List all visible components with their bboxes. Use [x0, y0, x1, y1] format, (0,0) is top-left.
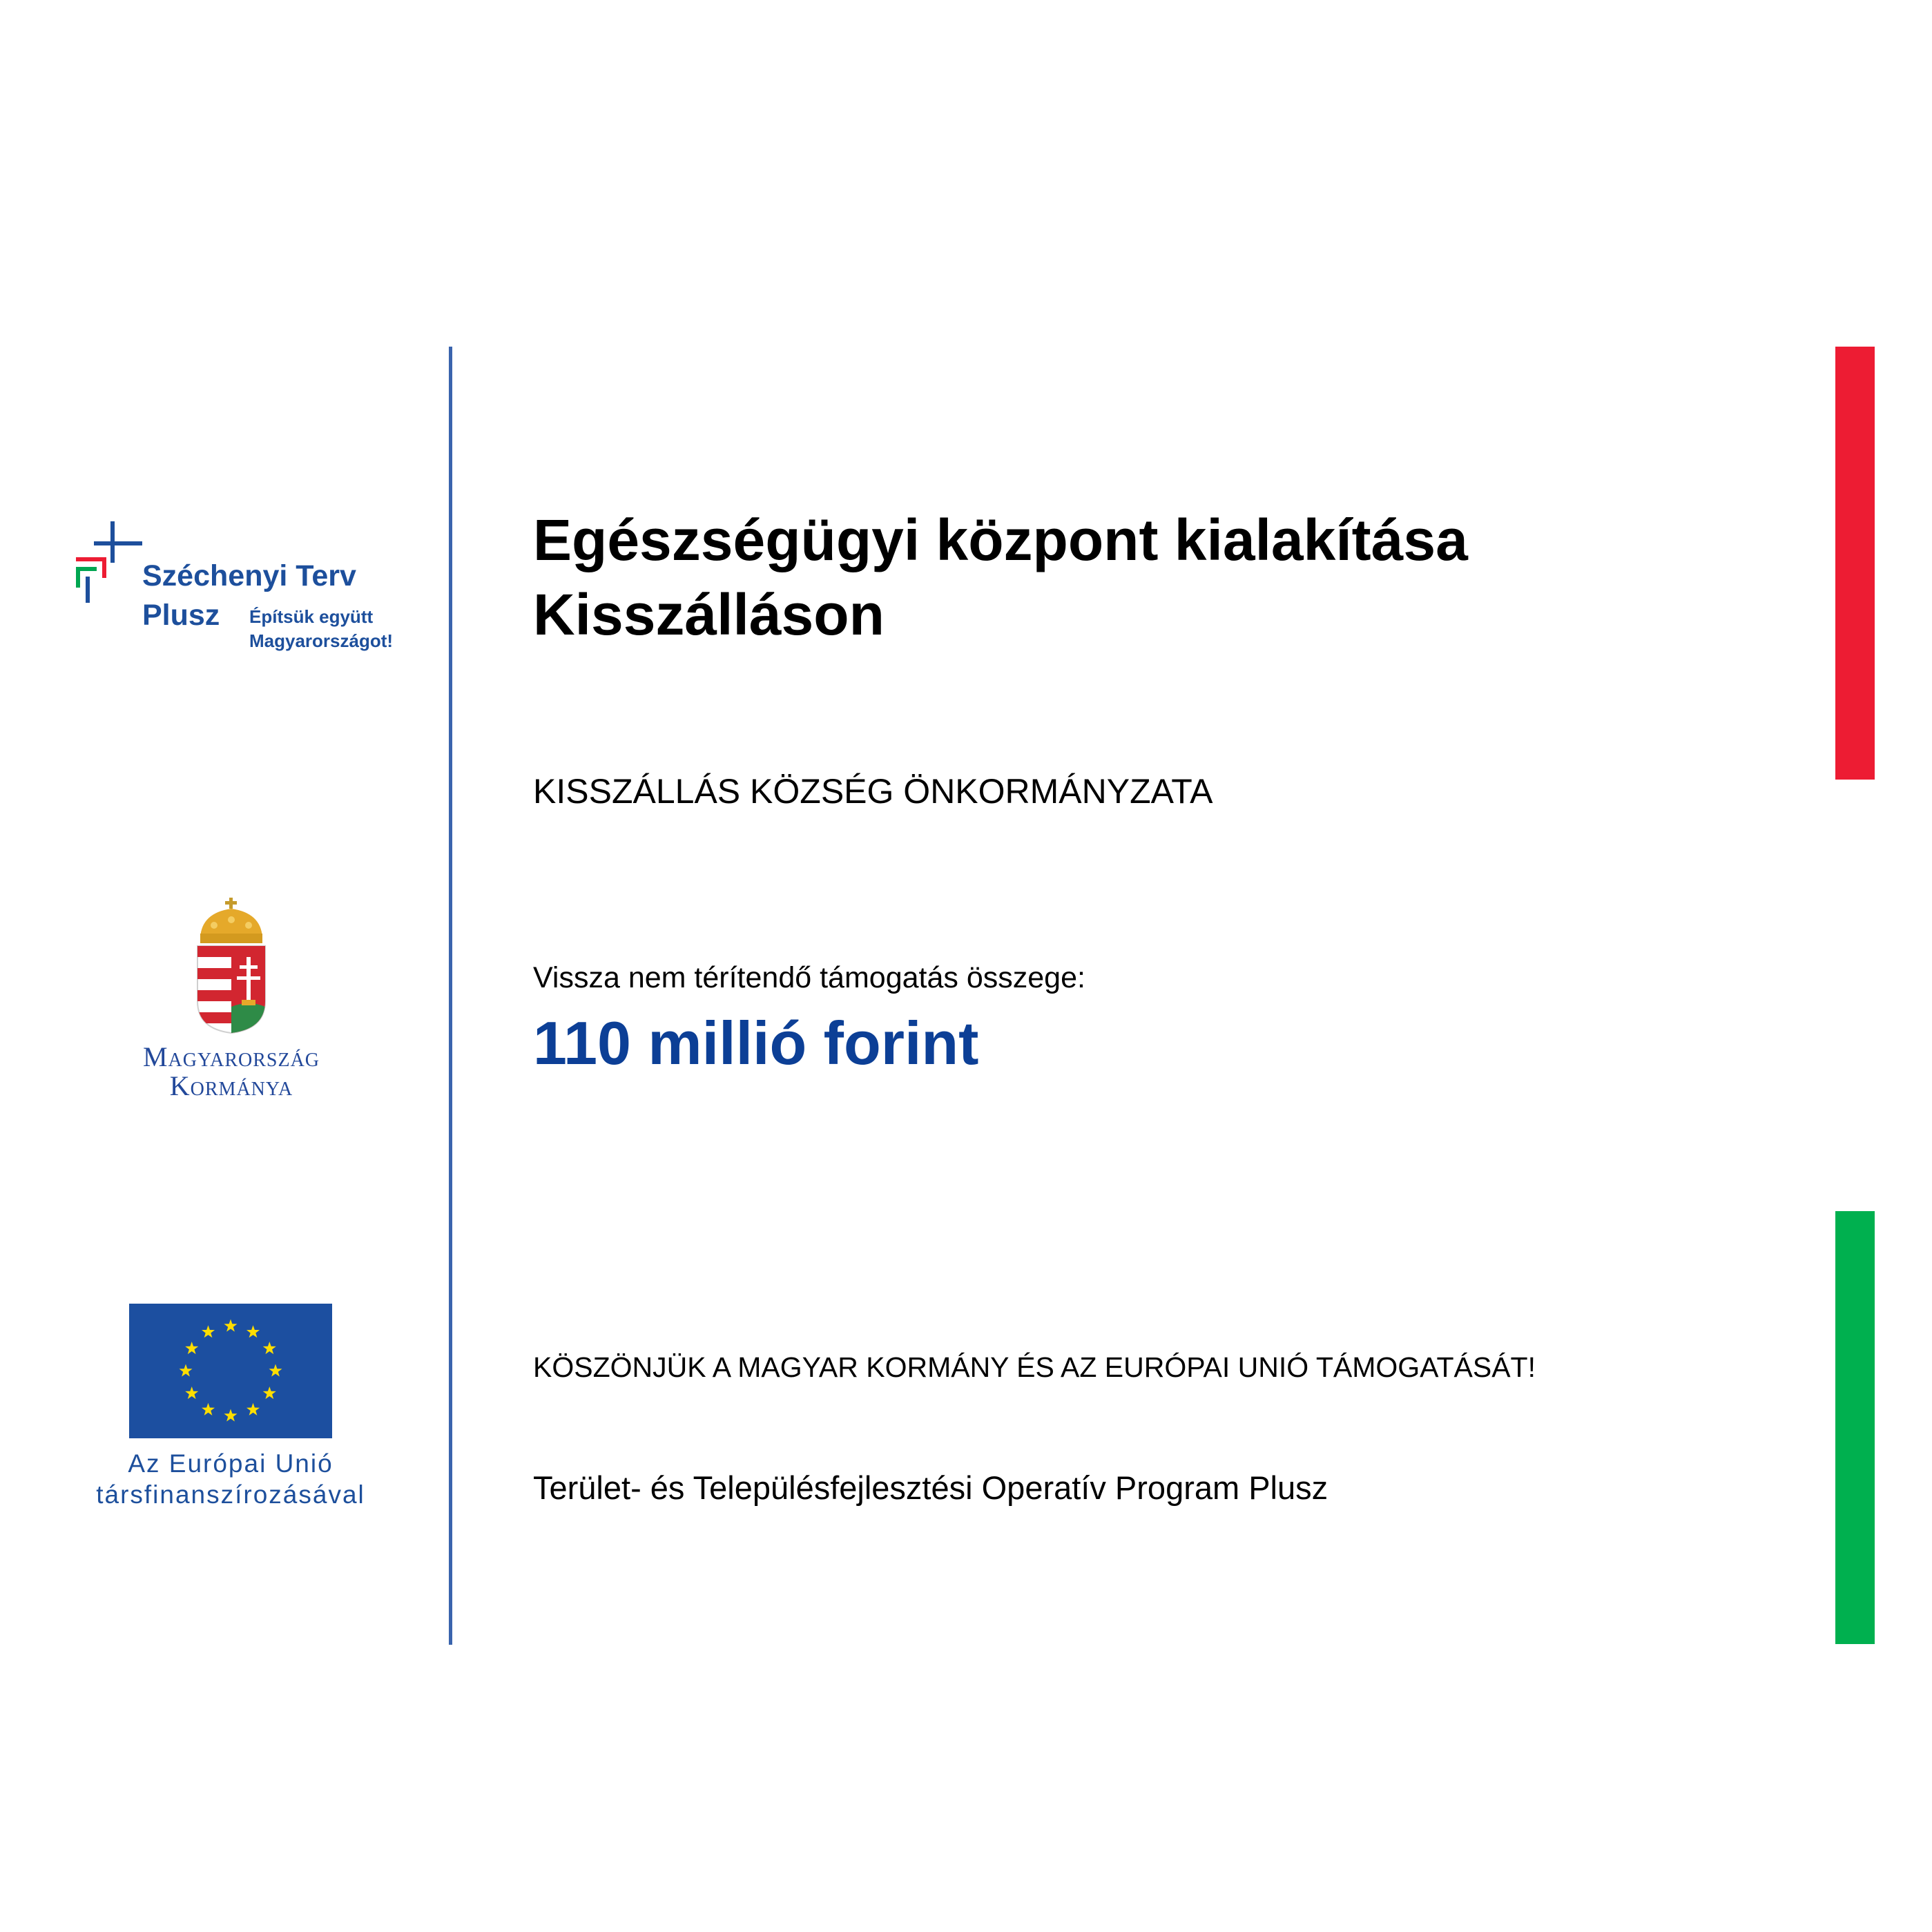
coat-of-arms-icon [193, 898, 269, 1034]
thanks-message: KÖSZÖNJÜK A MAGYAR KORMÁNY ÉS AZ EURÓPAI UNIÓ TÁMOGATÁSÁT! [533, 1351, 1536, 1383]
beneficiary-name: KISSZÁLLÁS KÖZSÉG ÖNKORMÁNYZATA [533, 772, 1213, 811]
project-title-line2: Kisszálláson [533, 582, 885, 647]
eu-cofinancing-line2: társfinanszírozásával [96, 1480, 365, 1509]
government-name-line1: Magyarország [142, 1041, 320, 1072]
szechenyi-title-line1: Széchenyi Terv [142, 559, 356, 592]
green-flag-bar [1835, 1211, 1875, 1644]
szechenyi-title-line2: Plusz [142, 599, 220, 632]
hungarian-government-logo [104, 898, 359, 1105]
eu-flag-icon [129, 1304, 332, 1438]
eu-cofinancing-line1: Az Európai Unió [128, 1449, 334, 1478]
szechenyi-cross-icon [75, 521, 144, 604]
szechenyi-tagline-line2: Magyarországot! [249, 630, 394, 651]
grant-amount-label: Vissza nem térítendő támogatás összege: [533, 961, 1085, 994]
project-title-line1: Egészségügyi központ kialakítása [533, 508, 1468, 572]
government-name-line2: Kormánya [169, 1070, 293, 1101]
red-flag-bar [1835, 347, 1875, 780]
program-name: Terület- és Településfejlesztési Operatív Program Plusz [533, 1469, 1329, 1506]
project-title [533, 503, 1776, 652]
vertical-divider [449, 347, 452, 1645]
grant-amount: 110 millió forint [533, 1009, 979, 1077]
szechenyi-terv-plusz-logo [75, 521, 420, 659]
szechenyi-tagline-line1: Építsük együtt [249, 606, 374, 627]
